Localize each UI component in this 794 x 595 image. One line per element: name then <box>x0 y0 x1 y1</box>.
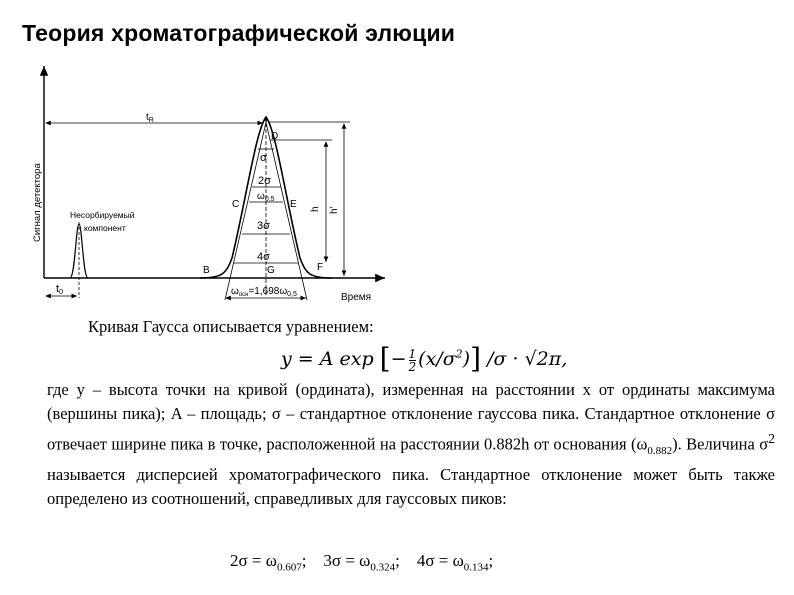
h-prime-label: h′ <box>329 206 340 214</box>
h-label: h <box>310 206 321 212</box>
point-b: B <box>203 265 210 276</box>
formula-close: ) <box>462 348 471 370</box>
omega-half-label: $\omega_{0,5}$ <box>257 191 275 203</box>
relation-c-sub: 0.134 <box>463 561 489 574</box>
four-sigma-label: 4σ <box>257 251 270 263</box>
relation-c: ; 4σ = ω <box>395 551 464 570</box>
point-f: F <box>317 262 324 273</box>
formula-num: 1 <box>408 346 417 361</box>
t0-label: t0 <box>56 283 63 296</box>
paragraph-part-1: где y – высота точки на кривой (ордината), измеренная на расстоянии x от ординаты максимума (вершины пика); A – площадь; σ – стандартное отклонение гауссова пика. Стандартное отклонение σ отвечает ширине пика в точке, расположенной на расстоянии 0.882h от основания (ω <box>47 380 775 454</box>
unsorbed-label-1: Несорбируемый <box>70 210 135 220</box>
point-c: C <box>232 199 240 210</box>
two-sigma-label: 2σ <box>258 175 271 187</box>
point-g: G <box>267 265 275 276</box>
description-paragraph <box>47 378 775 511</box>
point-e: E <box>290 199 297 210</box>
unsorbed-label-2: компонент <box>84 223 126 233</box>
paragraph-part-2: ). Величина σ <box>672 434 769 454</box>
x-axis-label: Время <box>341 292 372 303</box>
relation-a-sub: 0.607 <box>276 561 302 574</box>
relation-b: ; 3σ = ω <box>301 551 371 570</box>
point-d: D <box>271 131 279 142</box>
formula-neg: − <box>390 348 407 370</box>
lead-text: Кривая Гаусса описывается уравнением: <box>88 317 374 336</box>
formula-right: /σ · √2π, <box>487 348 568 370</box>
relation-b-sub: 0.324 <box>370 561 396 574</box>
page-title: Теория хроматографической элюции <box>22 20 456 46</box>
gauss-formula: y = A exp [− $\frac{1}{2}$ $(x/\sigma^2)$] /σ · √2π, <box>281 342 568 375</box>
tr-label: $t_R$ <box>146 112 154 124</box>
base-width-label: $\omega_{осн}=1,698\omega_{0,5}$ <box>231 286 297 298</box>
formula-left: y = A exp <box>281 348 374 370</box>
paragraph-sup: 2 <box>768 430 775 446</box>
relation-a: 2σ = ω <box>230 551 277 570</box>
formula-mid: (x/σ <box>418 348 456 370</box>
y-axis-label: Сигнал детектора <box>32 163 43 242</box>
paragraph-part-3: называется дисперсией хроматографического пика. Стандартное отклонение может быть также определено из соотношений, справедливых для гауссовых пиков: <box>47 464 775 508</box>
formula-sq: 2 <box>455 347 463 361</box>
sigma-label: σ <box>260 152 267 164</box>
sigma-relations <box>230 551 493 573</box>
formula-den: 2 <box>408 359 417 374</box>
three-sigma-label: 3σ <box>257 220 270 232</box>
paragraph-sub: 0.882 <box>647 444 673 457</box>
relation-d: ; <box>488 551 494 570</box>
